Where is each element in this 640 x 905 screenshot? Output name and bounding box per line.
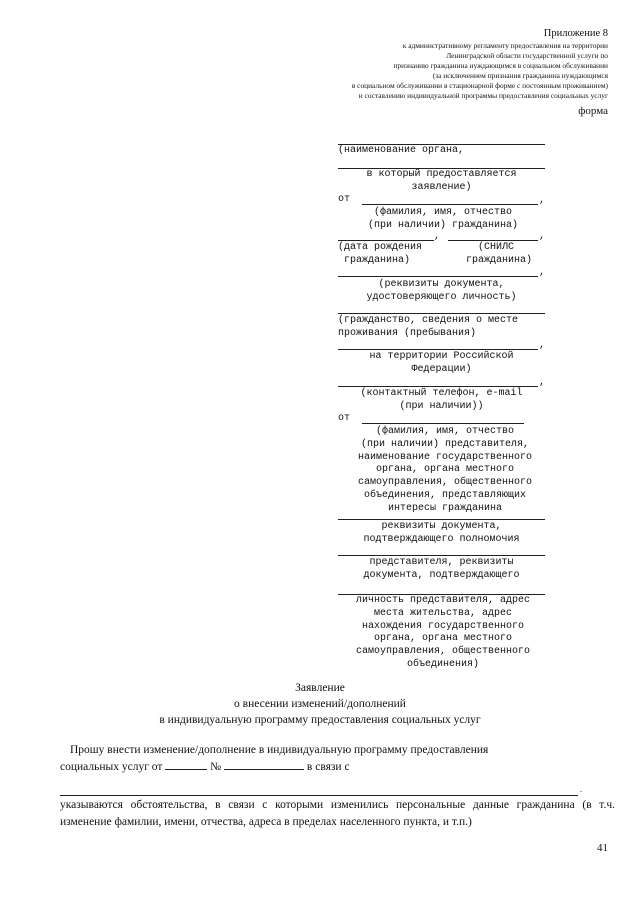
- request-text-reason-label: в связи с: [306, 761, 350, 773]
- contact-caption: (контактный телефон, e-mail (при наличии)): [360, 388, 523, 412]
- statement-title: Заявление: [295, 682, 345, 694]
- id-doc-caption: (реквизиты документа, удостоверяющего личность): [366, 279, 517, 303]
- header-line: и составлению индивидуальной программы предоставления социальных услуг: [358, 91, 608, 100]
- from-label-2: от: [338, 413, 351, 424]
- form-label: форма: [578, 105, 608, 117]
- representative-identity-caption: личность представителя, адрес места жительства, адрес нахождения государственного органа, органа местного самоуправления, общественного объединения): [355, 595, 531, 670]
- comma: ,: [434, 231, 441, 242]
- program-date-blank: [165, 759, 207, 770]
- comma: ,: [539, 377, 546, 388]
- reason-explanation: указываются обстоятельства, в связи с которыми изменились персональные данные гражданина (в т.ч. изменение фамилии, имени, отчества, адреса в пределах населенного пункта, и т.п.): [60, 799, 615, 828]
- program-number-blank: [224, 759, 304, 770]
- citizenship-caption: (гражданство, сведения о месте проживания (пребывания): [338, 315, 519, 339]
- from-label: от: [338, 194, 351, 205]
- organ-caption-2: в который предоставляется заявление): [366, 169, 517, 193]
- applicant-name-caption: (фамилия, имя, отчество (при наличии) гражданина): [367, 207, 519, 231]
- representative-requisites-line: [338, 555, 545, 556]
- representative-line: [362, 423, 524, 424]
- territory-caption: на территории Российской Федерации): [369, 351, 514, 375]
- header-line: в социальном обслуживании в стационарной форме с постоянным проживанием): [351, 81, 608, 90]
- residence-line: [338, 349, 538, 350]
- representative-caption: (фамилия, имя, отчество (при наличии) представителя, наименование государственного органа, органа местного самоуправления, общественного объединения, представляющих интересы гражданина: [357, 426, 533, 514]
- comma: ,: [539, 340, 546, 351]
- statement-subtitle: о внесении изменений/дополнений: [234, 698, 406, 710]
- reason-line: [60, 795, 578, 796]
- dob-line: [338, 240, 434, 241]
- statement-subtitle-2: в индивидуальную программу предоставления социальных услуг: [159, 714, 481, 726]
- request-text: Прошу внести изменение/дополнение в индивидуальную программу предоставления: [70, 744, 489, 756]
- comma: ,: [539, 267, 546, 278]
- applicant-name-line: [362, 204, 538, 205]
- number-sign: №: [210, 761, 222, 773]
- page-number: 41: [597, 842, 608, 854]
- appendix-title: Приложение 8: [543, 28, 608, 39]
- comma: ,: [539, 195, 546, 206]
- request-text-line2: [60, 759, 610, 776]
- authority-doc-caption: реквизиты документа, подтверждающего полномочия: [363, 521, 520, 545]
- snils-line: [448, 240, 538, 241]
- organ-caption: (наименование органа,: [338, 145, 465, 156]
- header-line: признанию гражданина нуждающимся в социальном обслуживании: [393, 61, 608, 70]
- comma: ,: [539, 231, 546, 242]
- dob-caption: (дата рождения гражданина): [338, 242, 423, 266]
- trailing-dot: .: [580, 785, 582, 794]
- citizenship-line: [338, 313, 545, 314]
- header-line: (за исключением признания гражданина нуждающимся: [432, 71, 608, 80]
- representative-requisites-caption: представителя, реквизиты документа, подтверждающего: [363, 557, 520, 581]
- header-line: Ленинградской области государственной услуги по: [446, 51, 608, 60]
- request-text-date-label: социальных услуг от: [60, 761, 163, 773]
- contact-line: [338, 386, 538, 387]
- id-doc-line: [338, 276, 538, 277]
- authority-doc-line: [338, 519, 545, 520]
- snils-caption: (СНИЛС гражданина): [465, 242, 532, 266]
- header-line: к административному регламенту предоставления на территории: [402, 41, 608, 50]
